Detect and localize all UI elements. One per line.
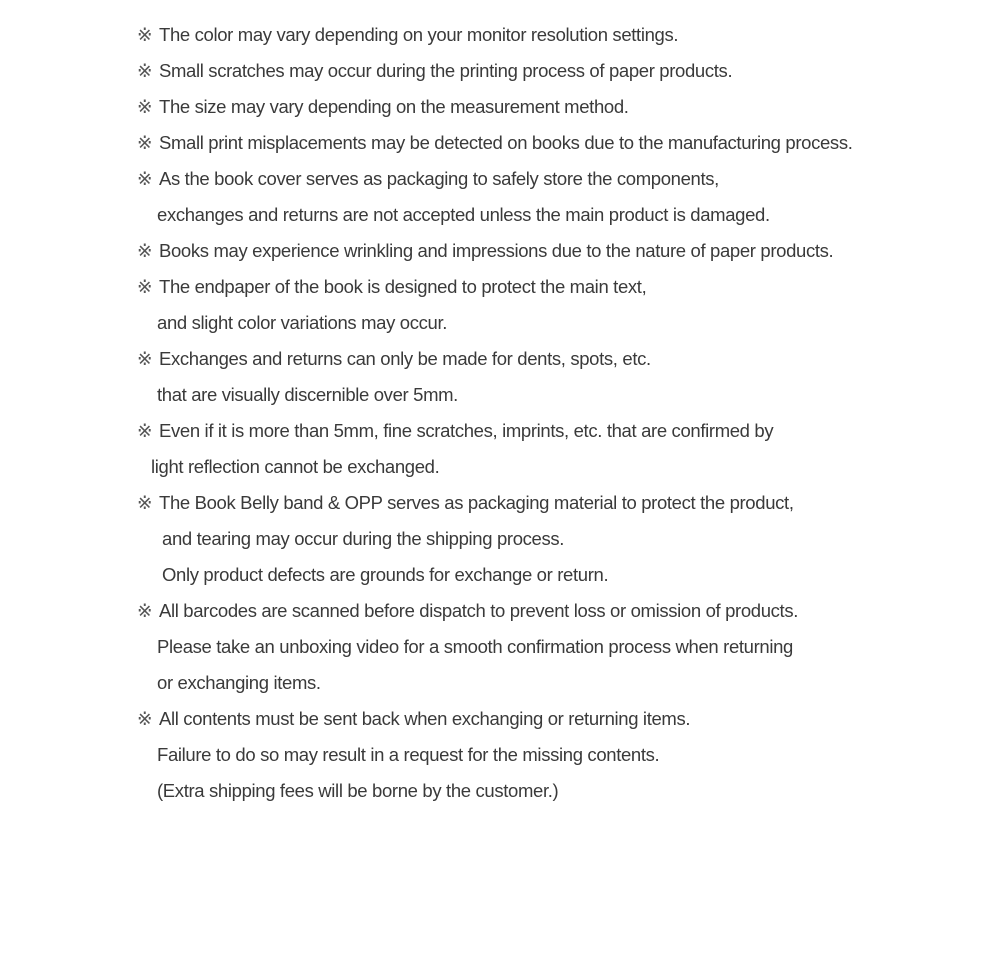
notice-continuation: or exchanging items. — [157, 672, 321, 693]
notice-line: ※ The color may vary depending on your monitor resolution settings. — [137, 17, 987, 53]
notice-line: ※ The Book Belly band & OPP serves as packaging material to protect the product, — [137, 485, 987, 521]
reference-mark-icon: ※ — [137, 132, 153, 153]
reference-mark-icon: ※ — [137, 24, 153, 45]
notice-line: ※ All barcodes are scanned before dispatch to prevent loss or omission of products. — [137, 593, 987, 629]
reference-mark-icon: ※ — [137, 348, 153, 369]
notice-line: ※ The endpaper of the book is designed to protect the main text, — [137, 269, 987, 305]
reference-mark-icon: ※ — [137, 60, 153, 81]
reference-mark-icon: ※ — [137, 600, 153, 621]
notice-line: ※ Even if it is more than 5mm, fine scratches, imprints, etc. that are confirmed by — [137, 413, 987, 449]
reference-mark-icon: ※ — [137, 168, 153, 189]
reference-mark-icon: ※ — [137, 492, 153, 513]
notice-line: ※ Small print misplacements may be detected on books due to the manufacturing process. — [137, 125, 987, 161]
notice-line: ※ As the book cover serves as packaging to safely store the components, — [137, 161, 987, 197]
notice-continuation: and slight color variations may occur. — [157, 312, 448, 333]
notice-continuation: light reflection cannot be exchanged. — [151, 456, 440, 477]
notice-line: ※ All contents must be sent back when exchanging or returning items. — [137, 701, 987, 737]
notice-continuation: that are visually discernible over 5mm. — [157, 384, 458, 405]
notice-line: ※ Small scratches may occur during the printing process of paper products. — [137, 53, 987, 89]
reference-mark-icon: ※ — [137, 96, 153, 117]
notice-continuation: Only product defects are grounds for exchange or return. — [162, 564, 609, 585]
notice-continuation: exchanges and returns are not accepted unless the main product is damaged. — [157, 204, 770, 225]
notice-line: ※ The size may vary depending on the measurement method. — [137, 89, 987, 125]
product-notice-list — [137, 17, 987, 809]
notice-continuation: Please take an unboxing video for a smooth confirmation process when returning — [157, 636, 793, 657]
reference-mark-icon: ※ — [137, 276, 153, 297]
reference-mark-icon: ※ — [137, 708, 153, 729]
notice-continuation: and tearing may occur during the shipping process. — [162, 528, 565, 549]
reference-mark-icon: ※ — [137, 240, 153, 261]
notice-continuation: (Extra shipping fees will be borne by the customer.) — [157, 780, 559, 801]
notice-continuation: Failure to do so may result in a request for the missing contents. — [157, 744, 660, 765]
reference-mark-icon: ※ — [137, 420, 153, 441]
notice-line: ※ Books may experience wrinkling and impressions due to the nature of paper products. — [137, 233, 987, 269]
notice-line: ※ Exchanges and returns can only be made for dents, spots, etc. — [137, 341, 987, 377]
